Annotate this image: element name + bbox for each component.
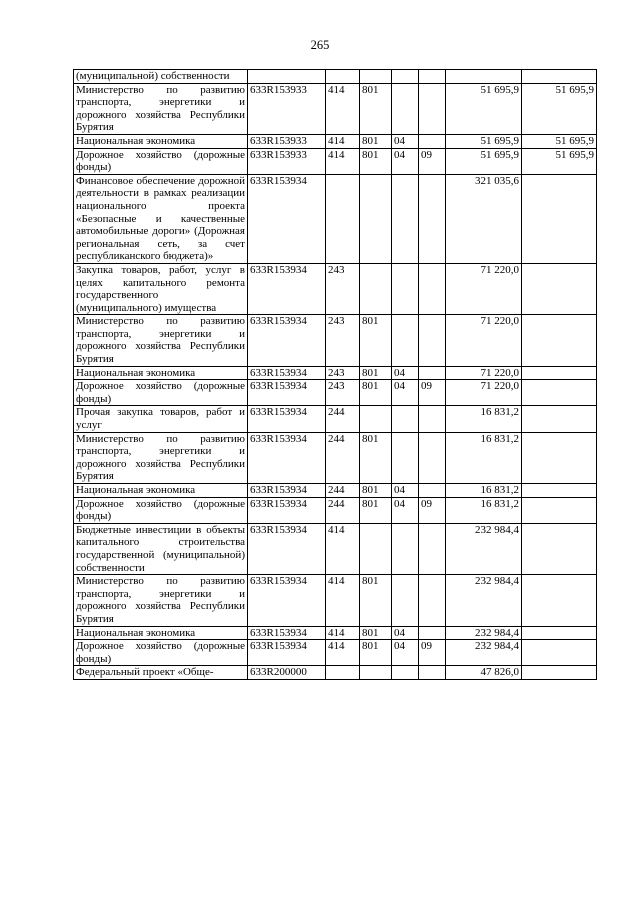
expense-type-code: 414 [326,134,360,148]
target-article-code: 633R153934 [248,626,326,640]
amount-column-2 [522,70,597,84]
section-code [392,432,419,483]
target-article-code: 633R153934 [248,380,326,406]
subsection-code [419,83,446,134]
section-code [392,315,419,366]
administrator-code: 801 [360,315,392,366]
section-code: 04 [392,134,419,148]
budget-table [73,69,597,680]
amount-column-1: 51 695,9 [446,83,522,134]
amount-column-1: 232 984,4 [446,626,522,640]
row-description: Национальная экономика [74,626,248,640]
amount-column-1: 232 984,4 [446,523,522,574]
administrator-code: 801 [360,432,392,483]
amount-column-2 [522,626,597,640]
amount-column-2: 51 695,9 [522,148,597,174]
expense-type-code: 243 [326,380,360,406]
row-description: Федеральный проект «Обще- [74,666,248,680]
administrator-code: 801 [360,497,392,523]
amount-column-2 [522,484,597,498]
target-article-code: 633R153934 [248,174,326,263]
expense-type-code: 414 [326,575,360,626]
table-row [74,174,597,263]
expense-type-code: 244 [326,406,360,432]
subsection-code [419,575,446,626]
section-code: 04 [392,484,419,498]
row-description: Национальная экономика [74,134,248,148]
target-article-code: 633R153933 [248,148,326,174]
amount-column-2 [522,174,597,263]
administrator-code [360,523,392,574]
amount-column-2 [522,640,597,666]
administrator-code [360,666,392,680]
administrator-code: 801 [360,484,392,498]
expense-type-code: 243 [326,263,360,314]
expense-type-code: 243 [326,366,360,380]
target-article-code: 633R153934 [248,263,326,314]
amount-column-2: 51 695,9 [522,83,597,134]
subsection-code [419,315,446,366]
administrator-code: 801 [360,134,392,148]
table-row [74,380,597,406]
row-description: Закупка товаров, работ, услуг в целях капитального ремонта государственного (муниципального) имущества [74,263,248,314]
subsection-code [419,174,446,263]
amount-column-2 [522,380,597,406]
administrator-code: 801 [360,640,392,666]
row-description: Министерство по развитию транспорта, энергетики и дорожного хозяйства Республики Бурятия [74,575,248,626]
target-article-code: 633R153934 [248,523,326,574]
amount-column-2 [522,366,597,380]
target-article-code: 633R153933 [248,134,326,148]
amount-column-1: 47 826,0 [446,666,522,680]
subsection-code [419,366,446,380]
row-description: Прочая закупка товаров, работ и услуг [74,406,248,432]
expense-type-code: 414 [326,83,360,134]
target-article-code: 633R153934 [248,315,326,366]
expense-type-code: 244 [326,432,360,483]
expense-type-code: 414 [326,148,360,174]
section-code: 04 [392,366,419,380]
amount-column-1: 16 831,2 [446,432,522,483]
target-article-code: 633R153934 [248,484,326,498]
section-code: 04 [392,640,419,666]
administrator-code: 801 [360,83,392,134]
expense-type-code [326,666,360,680]
amount-column-2 [522,432,597,483]
target-article-code: 633R153934 [248,575,326,626]
expense-type-code: 243 [326,315,360,366]
amount-column-1: 232 984,4 [446,640,522,666]
row-description: Национальная экономика [74,484,248,498]
row-description: Дорожное хозяйство (дорожные фонды) [74,640,248,666]
amount-column-1: 16 831,2 [446,484,522,498]
amount-column-1: 71 220,0 [446,380,522,406]
expense-type-code: 414 [326,626,360,640]
section-code: 04 [392,380,419,406]
administrator-code [360,406,392,432]
amount-column-1: 71 220,0 [446,366,522,380]
administrator-code: 801 [360,575,392,626]
section-code [392,174,419,263]
section-code: 04 [392,626,419,640]
section-code: 04 [392,148,419,174]
administrator-code [360,70,392,84]
row-description: Бюджетные инвестиции в объекты капитального строительства государственной (муниципальной) собственности [74,523,248,574]
subsection-code [419,406,446,432]
row-description: Дорожное хозяйство (дорожные фонды) [74,380,248,406]
table-row [74,432,597,483]
table-row [74,134,597,148]
subsection-code: 09 [419,497,446,523]
amount-column-2 [522,523,597,574]
target-article-code: 633R153933 [248,83,326,134]
table-row [74,263,597,314]
row-description: Министерство по развитию транспорта, энергетики и дорожного хозяйства Республики Бурятия [74,315,248,366]
table-row [74,626,597,640]
section-code [392,523,419,574]
expense-type-code [326,174,360,263]
amount-column-2: 51 695,9 [522,134,597,148]
amount-column-2 [522,263,597,314]
table-row [74,70,597,84]
amount-column-2 [522,666,597,680]
subsection-code: 09 [419,148,446,174]
table-row [74,315,597,366]
target-article-code [248,70,326,84]
table-row [74,640,597,666]
expense-type-code: 244 [326,497,360,523]
table-row [74,523,597,574]
amount-column-2 [522,406,597,432]
table-row [74,406,597,432]
table-row [74,366,597,380]
subsection-code [419,666,446,680]
administrator-code: 801 [360,626,392,640]
amount-column-1: 51 695,9 [446,148,522,174]
administrator-code [360,174,392,263]
subsection-code [419,263,446,314]
target-article-code: 633R153934 [248,366,326,380]
row-description: Финансовое обеспечение дорожной деятельности в рамках реализации национального проекта «Безопасные и качественные автомобильные дороги» (Дорожная региональная сеть, за счет республиканского бюджета)» [74,174,248,263]
subsection-code [419,484,446,498]
section-code [392,406,419,432]
subsection-code [419,432,446,483]
target-article-code: 633R153934 [248,406,326,432]
target-article-code: 633R200000 [248,666,326,680]
amount-column-1: 16 831,2 [446,406,522,432]
administrator-code [360,263,392,314]
amount-column-1: 232 984,4 [446,575,522,626]
administrator-code: 801 [360,148,392,174]
amount-column-2 [522,497,597,523]
row-description: Министерство по развитию транспорта, энергетики и дорожного хозяйства Республики Бурятия [74,83,248,134]
amount-column-1: 51 695,9 [446,134,522,148]
subsection-code [419,134,446,148]
section-code [392,575,419,626]
section-code [392,666,419,680]
subsection-code: 09 [419,640,446,666]
amount-column-2 [522,575,597,626]
expense-type-code: 414 [326,523,360,574]
section-code [392,70,419,84]
target-article-code: 633R153934 [248,432,326,483]
row-description: (муниципальной) собственности [74,70,248,84]
row-description: Дорожное хозяйство (дорожные фонды) [74,497,248,523]
section-code: 04 [392,497,419,523]
subsection-code [419,70,446,84]
table-row [74,148,597,174]
amount-column-1 [446,70,522,84]
target-article-code: 633R153934 [248,497,326,523]
administrator-code: 801 [360,366,392,380]
table-row [74,83,597,134]
target-article-code: 633R153934 [248,640,326,666]
table-row [74,484,597,498]
subsection-code [419,626,446,640]
amount-column-1: 71 220,0 [446,263,522,314]
section-code [392,263,419,314]
expense-type-code [326,70,360,84]
amount-column-2 [522,315,597,366]
table-row [74,575,597,626]
amount-column-1: 321 035,6 [446,174,522,263]
table-row [74,497,597,523]
amount-column-1: 16 831,2 [446,497,522,523]
table-row [74,666,597,680]
amount-column-1: 71 220,0 [446,315,522,366]
page-number: 265 [310,38,330,52]
section-code [392,83,419,134]
row-description: Дорожное хозяйство (дорожные фонды) [74,148,248,174]
administrator-code: 801 [360,380,392,406]
subsection-code: 09 [419,380,446,406]
expense-type-code: 414 [326,640,360,666]
expense-type-code: 244 [326,484,360,498]
row-description: Национальная экономика [74,366,248,380]
row-description: Министерство по развитию транспорта, энергетики и дорожного хозяйства Республики Бурятия [74,432,248,483]
subsection-code [419,523,446,574]
